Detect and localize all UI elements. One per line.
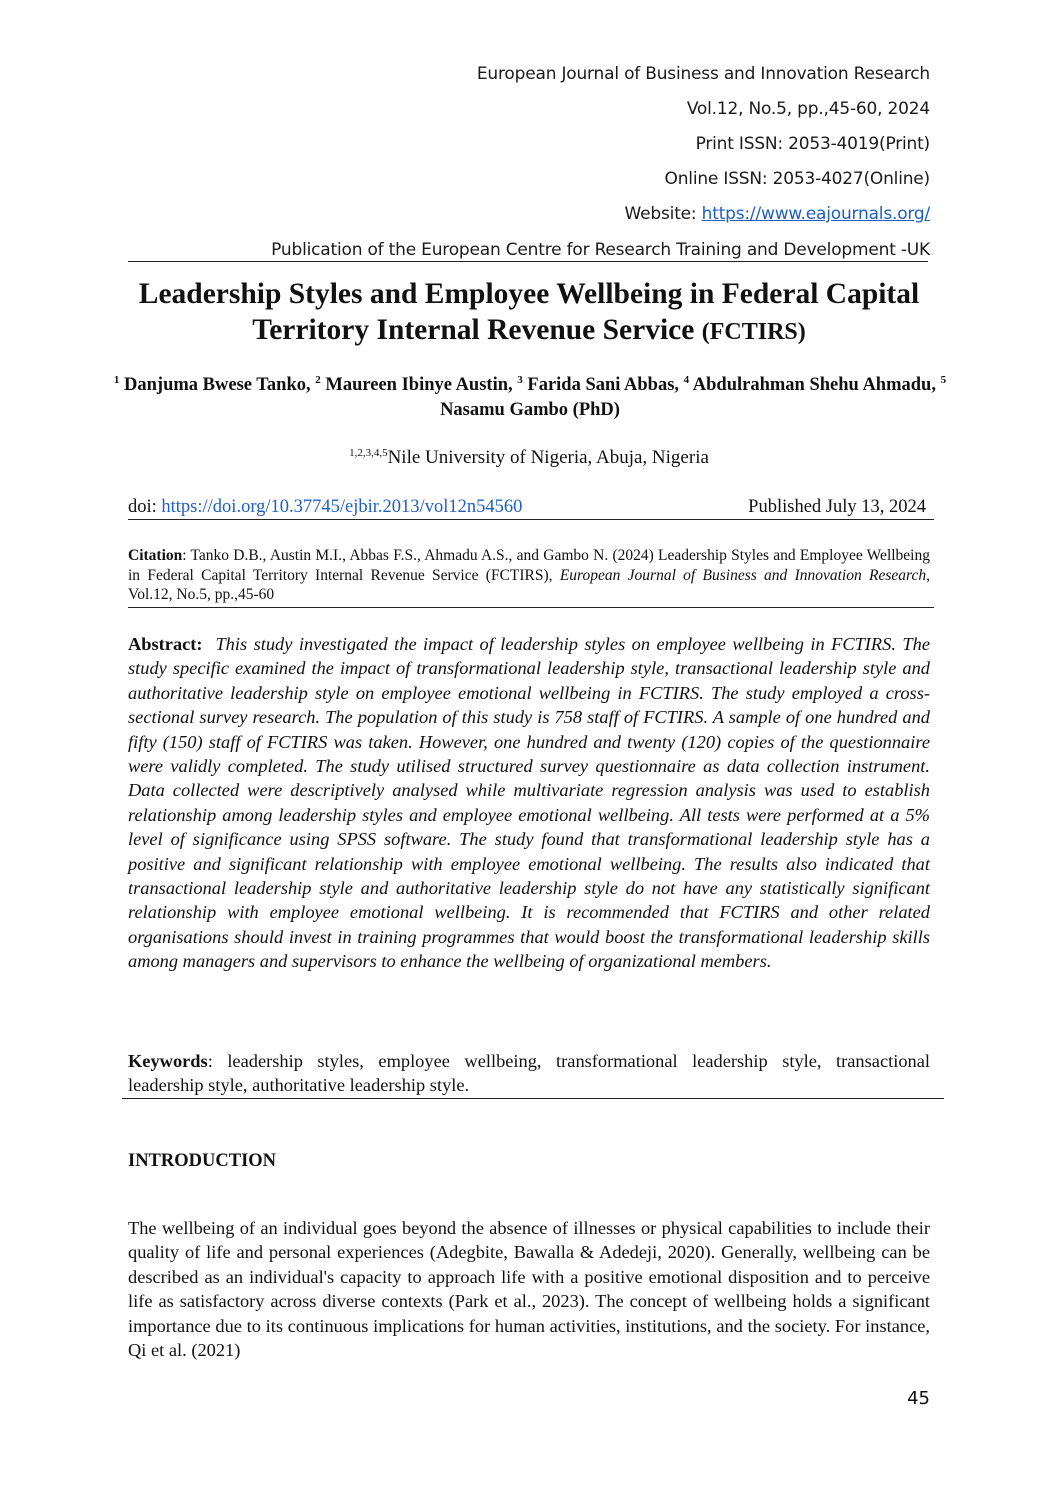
- paper-title: [100, 276, 958, 350]
- doi-line: [128, 497, 522, 518]
- keywords-label: Keywords: [128, 1051, 208, 1071]
- title-acronym: (FCTIRS): [701, 319, 806, 345]
- keywords-rule: [122, 1098, 944, 1099]
- website-line: [625, 204, 930, 224]
- introduction-paragraph: The wellbeing of an individual goes beyond the absence of illnesses or physical capabilities to include their quality of life and personal experiences (Adegbite, Bawalla & Adedeji, 2020). Generally, wellbeing can be described as an individual's capacity to approach life with a positive emotional disposition and to perceive life as satisfactory across diverse contexts (Park et al., 2023). The concept of wellbeing holds a significant importance due to its continuous implications for human activities, institutions, and the society. For instance, Qi et al. (2021): [128, 1218, 930, 1361]
- author-3-name: Farida Sani Abbas,: [527, 375, 680, 395]
- author-list: [110, 373, 950, 423]
- citation-journal: European Journal of Business and Innovation Research: [559, 566, 927, 584]
- affiliation-numbers: 1,2,3,4,5: [349, 447, 388, 459]
- keywords: [128, 1049, 930, 1097]
- author-4-name: Abdulrahman Shehu Ahmadu,: [692, 375, 936, 395]
- journal-name: European Journal of Business and Innovation Research: [476, 64, 930, 84]
- doi-label: doi:: [128, 497, 162, 517]
- volume-info: Vol.12, No.5, pp.,45-60, 2024: [686, 99, 930, 119]
- citation-tail: , Vol.12, No.5, pp.,45-60: [128, 566, 930, 603]
- citation-text: : Tanko D.B., Austin M.I., Abbas F.S., Ahmadu A.S., and Gambo N. (2024) Leadership Styles and Employee Wellbeing in Federal Capital Territory Internal Revenue Service (FCTIRS),: [128, 547, 930, 584]
- print-issn: Print ISSN: 2053-4019(Print): [695, 134, 930, 154]
- page-number: 45: [907, 1388, 930, 1409]
- author-1-name: Danjuma Bwese Tanko,: [124, 375, 311, 395]
- author-4-number: 4: [683, 374, 690, 386]
- citation-rule: [128, 607, 934, 608]
- publisher-line: Publication of the European Centre for Research Training and Development -UK: [271, 240, 930, 260]
- author-5-number: 5: [940, 374, 947, 386]
- header-rule: [128, 261, 928, 262]
- citation-label: Citation: [128, 547, 183, 564]
- author-2-number: 2: [315, 374, 321, 386]
- abstract: [128, 632, 930, 974]
- affiliation: [100, 447, 958, 469]
- introduction-heading: INTRODUCTION: [128, 1151, 277, 1171]
- abstract-label: Abstract:: [128, 634, 203, 654]
- title-main: Leadership Styles and Employee Wellbeing in Federal Capital Territory Internal Revenue Service: [138, 278, 920, 346]
- author-2-name: Maureen Ibinye Austin,: [325, 375, 513, 395]
- abstract-text: This study investigated the impact of leadership styles on employee wellbeing in FCTIRS. The study specific examined the impact of transformational leadership style, transactional leadership style and authoritative leadership style on employee emotional wellbeing in FCTIRS. The study employed a cross-sectional survey research. The population of this study is 758 staff of FCTIRS. A sample of one hundred and fifty (150) staff of FCTIRS was taken. However, one hundred and twenty (120) copies of the questionnaire were validly completed. The study utilised structured survey questionnaire as data collection instrument. Data collected were descriptively analysed while multivariate regression analysis was used to establish relationship among leadership styles and employee emotional wellbeing. All tests were performed at a 5% level of significance using SPSS software. The study found that transformational leadership style has a positive and significant relationship with employee emotional wellbeing. The results also indicated that transactional leadership style and authoritative leadership style do not have any statistically significant relationship with employee emotional wellbeing. It is recommended that FCTIRS and other related organisations should invest in training programmes that would boost the transformational leadership skills among managers and supervisors to enhance the wellbeing of organizational members.: [128, 634, 930, 972]
- published-date: Published July 13, 2024: [748, 497, 926, 517]
- website-link[interactable]: https://www.eajournals.org/: [701, 204, 930, 224]
- citation: [128, 546, 930, 605]
- author-3-number: 3: [517, 374, 523, 386]
- website-label: Website:: [624, 204, 702, 224]
- doi-link[interactable]: https://doi.org/10.37745/ejbir.2013/vol12n54560: [161, 497, 523, 517]
- author-5-name: Nasamu Gambo (PhD): [440, 400, 620, 420]
- author-1-number: 1: [113, 374, 120, 386]
- online-issn: Online ISSN: 2053-4027(Online): [664, 169, 930, 189]
- affiliation-text: Nile University of Nigeria, Abuja, Nigeria: [387, 447, 709, 468]
- doi-rule: [128, 519, 934, 520]
- keywords-text: : leadership styles, employee wellbeing, transformational leadership style, transactional leadership style, authoritative leadership style.: [128, 1051, 930, 1095]
